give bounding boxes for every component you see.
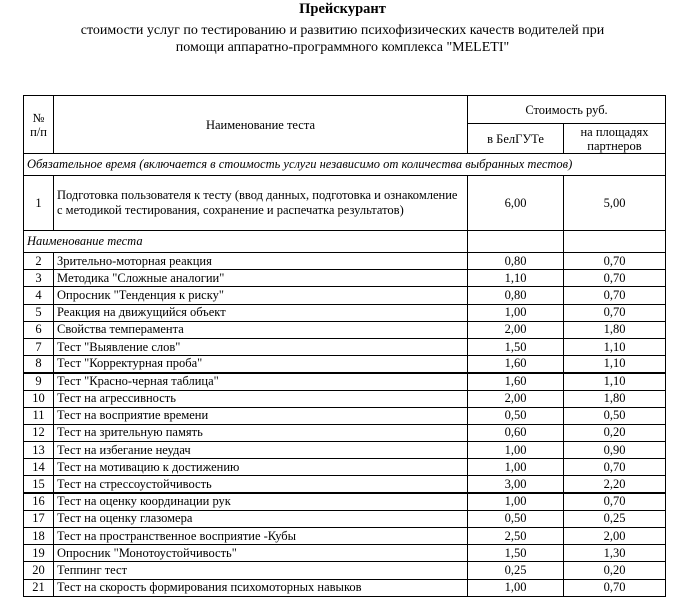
price-table [23,95,666,597]
row-name: Тест на восприятие времени [54,407,468,424]
table-row [24,253,666,270]
row-num: 3 [24,270,54,287]
row-partners: 0,20 [564,562,666,579]
row-partners: 2,00 [564,528,666,545]
row-belguts: 1,10 [468,270,564,287]
row-name: Зрительно-моторная реакция [54,253,468,270]
row-partners: 2,20 [564,476,666,493]
row-num: 1 [24,176,54,231]
table-row [24,287,666,304]
table-row [24,304,666,321]
row-name: Тест на оценку глазомера [54,510,468,527]
table-row [24,459,666,476]
row-belguts: 1,50 [468,338,564,355]
subtitle-line-1: стоимости услуг по тестированию и развитию психофизических качеств водителей при [80,23,605,38]
row-name: Тест "Красно-черная таблица" [54,373,468,390]
row-belguts: 0,80 [468,253,564,270]
row-partners: 0,70 [564,270,666,287]
row-partners: 0,25 [564,510,666,527]
row-num: 21 [24,579,54,596]
header-name: Наименование теста [54,96,468,154]
row-name: Тест на оценку координации рук [54,493,468,510]
row-num: 20 [24,562,54,579]
row-name: Подготовка пользователя к тесту (ввод данных, подготовка и ознакомление с методикой тестирования, сохранение и распечатка результатов) [54,176,468,231]
table-row [24,545,666,562]
table-row [24,356,666,373]
header-cost: Стоимость руб. [468,96,666,124]
row-num: 5 [24,304,54,321]
row-partners: 0,70 [564,459,666,476]
tests-section-blank-belguts [468,231,564,253]
row-partners: 1,80 [564,390,666,407]
row-belguts: 0,60 [468,424,564,441]
row-num: 8 [24,356,54,373]
row-num: 13 [24,442,54,459]
row-belguts: 0,50 [468,510,564,527]
row-partners: 0,20 [564,424,666,441]
row-belguts: 2,50 [468,528,564,545]
row-name: Опросник "Монотоустойчивость" [54,545,468,562]
row-num: 16 [24,493,54,510]
row-belguts: 3,00 [468,476,564,493]
subtitle-line-2: помощи аппаратно-программного комплекса "MELETI" [175,40,510,55]
row-name: Тест на стрессоустойчивость [54,476,468,493]
row-num: 10 [24,390,54,407]
row-name: Реакция на движущийся объект [54,304,468,321]
row-partners: 0,70 [564,253,666,270]
row-num: 14 [24,459,54,476]
row-partners: 0,70 [564,287,666,304]
row-name: Теппинг тест [54,562,468,579]
row-belguts: 6,00 [468,176,564,231]
row-name: Методика "Сложные аналогии" [54,270,468,287]
row-num: 18 [24,528,54,545]
row-name: Опросник "Тенденция к риску" [54,287,468,304]
row-belguts: 1,50 [468,545,564,562]
row-num: 9 [24,373,54,390]
row-name: Тест на скорость формирования психомоторных навыков [54,579,468,596]
table-row [24,442,666,459]
row-name: Тест на агрессивность [54,390,468,407]
row-name: Свойства темперамента [54,321,468,338]
row-num: 17 [24,510,54,527]
row-name: Тест на избегание неудач [54,442,468,459]
tests-section-label: Наименование теста [24,231,468,253]
row-belguts: 0,25 [468,562,564,579]
row-belguts: 1,00 [468,442,564,459]
row-belguts: 0,50 [468,407,564,424]
row-partners: 1,80 [564,321,666,338]
row-name: Тест на пространственное восприятие -Кубы [54,528,468,545]
mandatory-section-label: Обязательное время (включается в стоимость услуги независимо от количества выбранных тестов) [24,154,666,176]
table-row [24,493,666,510]
table-row [24,579,666,596]
row-partners: 5,00 [564,176,666,231]
table-row [24,528,666,545]
row-num: 11 [24,407,54,424]
table-row [24,373,666,390]
table-row [24,321,666,338]
table-row [24,510,666,527]
row-belguts: 1,00 [468,459,564,476]
row-num: 12 [24,424,54,441]
row-partners: 0,70 [564,304,666,321]
row-partners: 1,10 [564,356,666,373]
table-row [24,476,666,493]
row-belguts: 1,60 [468,373,564,390]
row-partners: 1,30 [564,545,666,562]
table-row [24,407,666,424]
table-row [24,562,666,579]
header-belguts: в БелГУТе [468,124,564,154]
header-num: № п/п [24,96,54,154]
table-row [24,176,666,231]
row-belguts: 1,00 [468,579,564,596]
row-partners: 0,90 [564,442,666,459]
row-partners: 0,50 [564,407,666,424]
row-num: 15 [24,476,54,493]
row-name: Тест на мотивацию к достижению [54,459,468,476]
header-partners: на площадях партнеров [564,124,666,154]
row-num: 19 [24,545,54,562]
row-belguts: 1,60 [468,356,564,373]
table-row [24,270,666,287]
document-subtitle [0,22,685,56]
row-belguts: 2,00 [468,321,564,338]
table-row [24,338,666,355]
row-belguts: 1,00 [468,493,564,510]
row-partners: 0,70 [564,579,666,596]
row-num: 2 [24,253,54,270]
row-num: 7 [24,338,54,355]
table-row [24,390,666,407]
row-partners: 0,70 [564,493,666,510]
row-belguts: 1,00 [468,304,564,321]
row-partners: 1,10 [564,338,666,355]
row-partners: 1,10 [564,373,666,390]
row-name: Тест "Выявление слов" [54,338,468,355]
row-name: Тест "Корректурная проба" [54,356,468,373]
row-name: Тест на зрительную память [54,424,468,441]
row-belguts: 0,80 [468,287,564,304]
document-title: Прейскурант [299,1,386,17]
row-num: 4 [24,287,54,304]
row-num: 6 [24,321,54,338]
price-table-body [24,96,666,597]
table-row [24,424,666,441]
row-belguts: 2,00 [468,390,564,407]
tests-section-blank-partners [564,231,666,253]
